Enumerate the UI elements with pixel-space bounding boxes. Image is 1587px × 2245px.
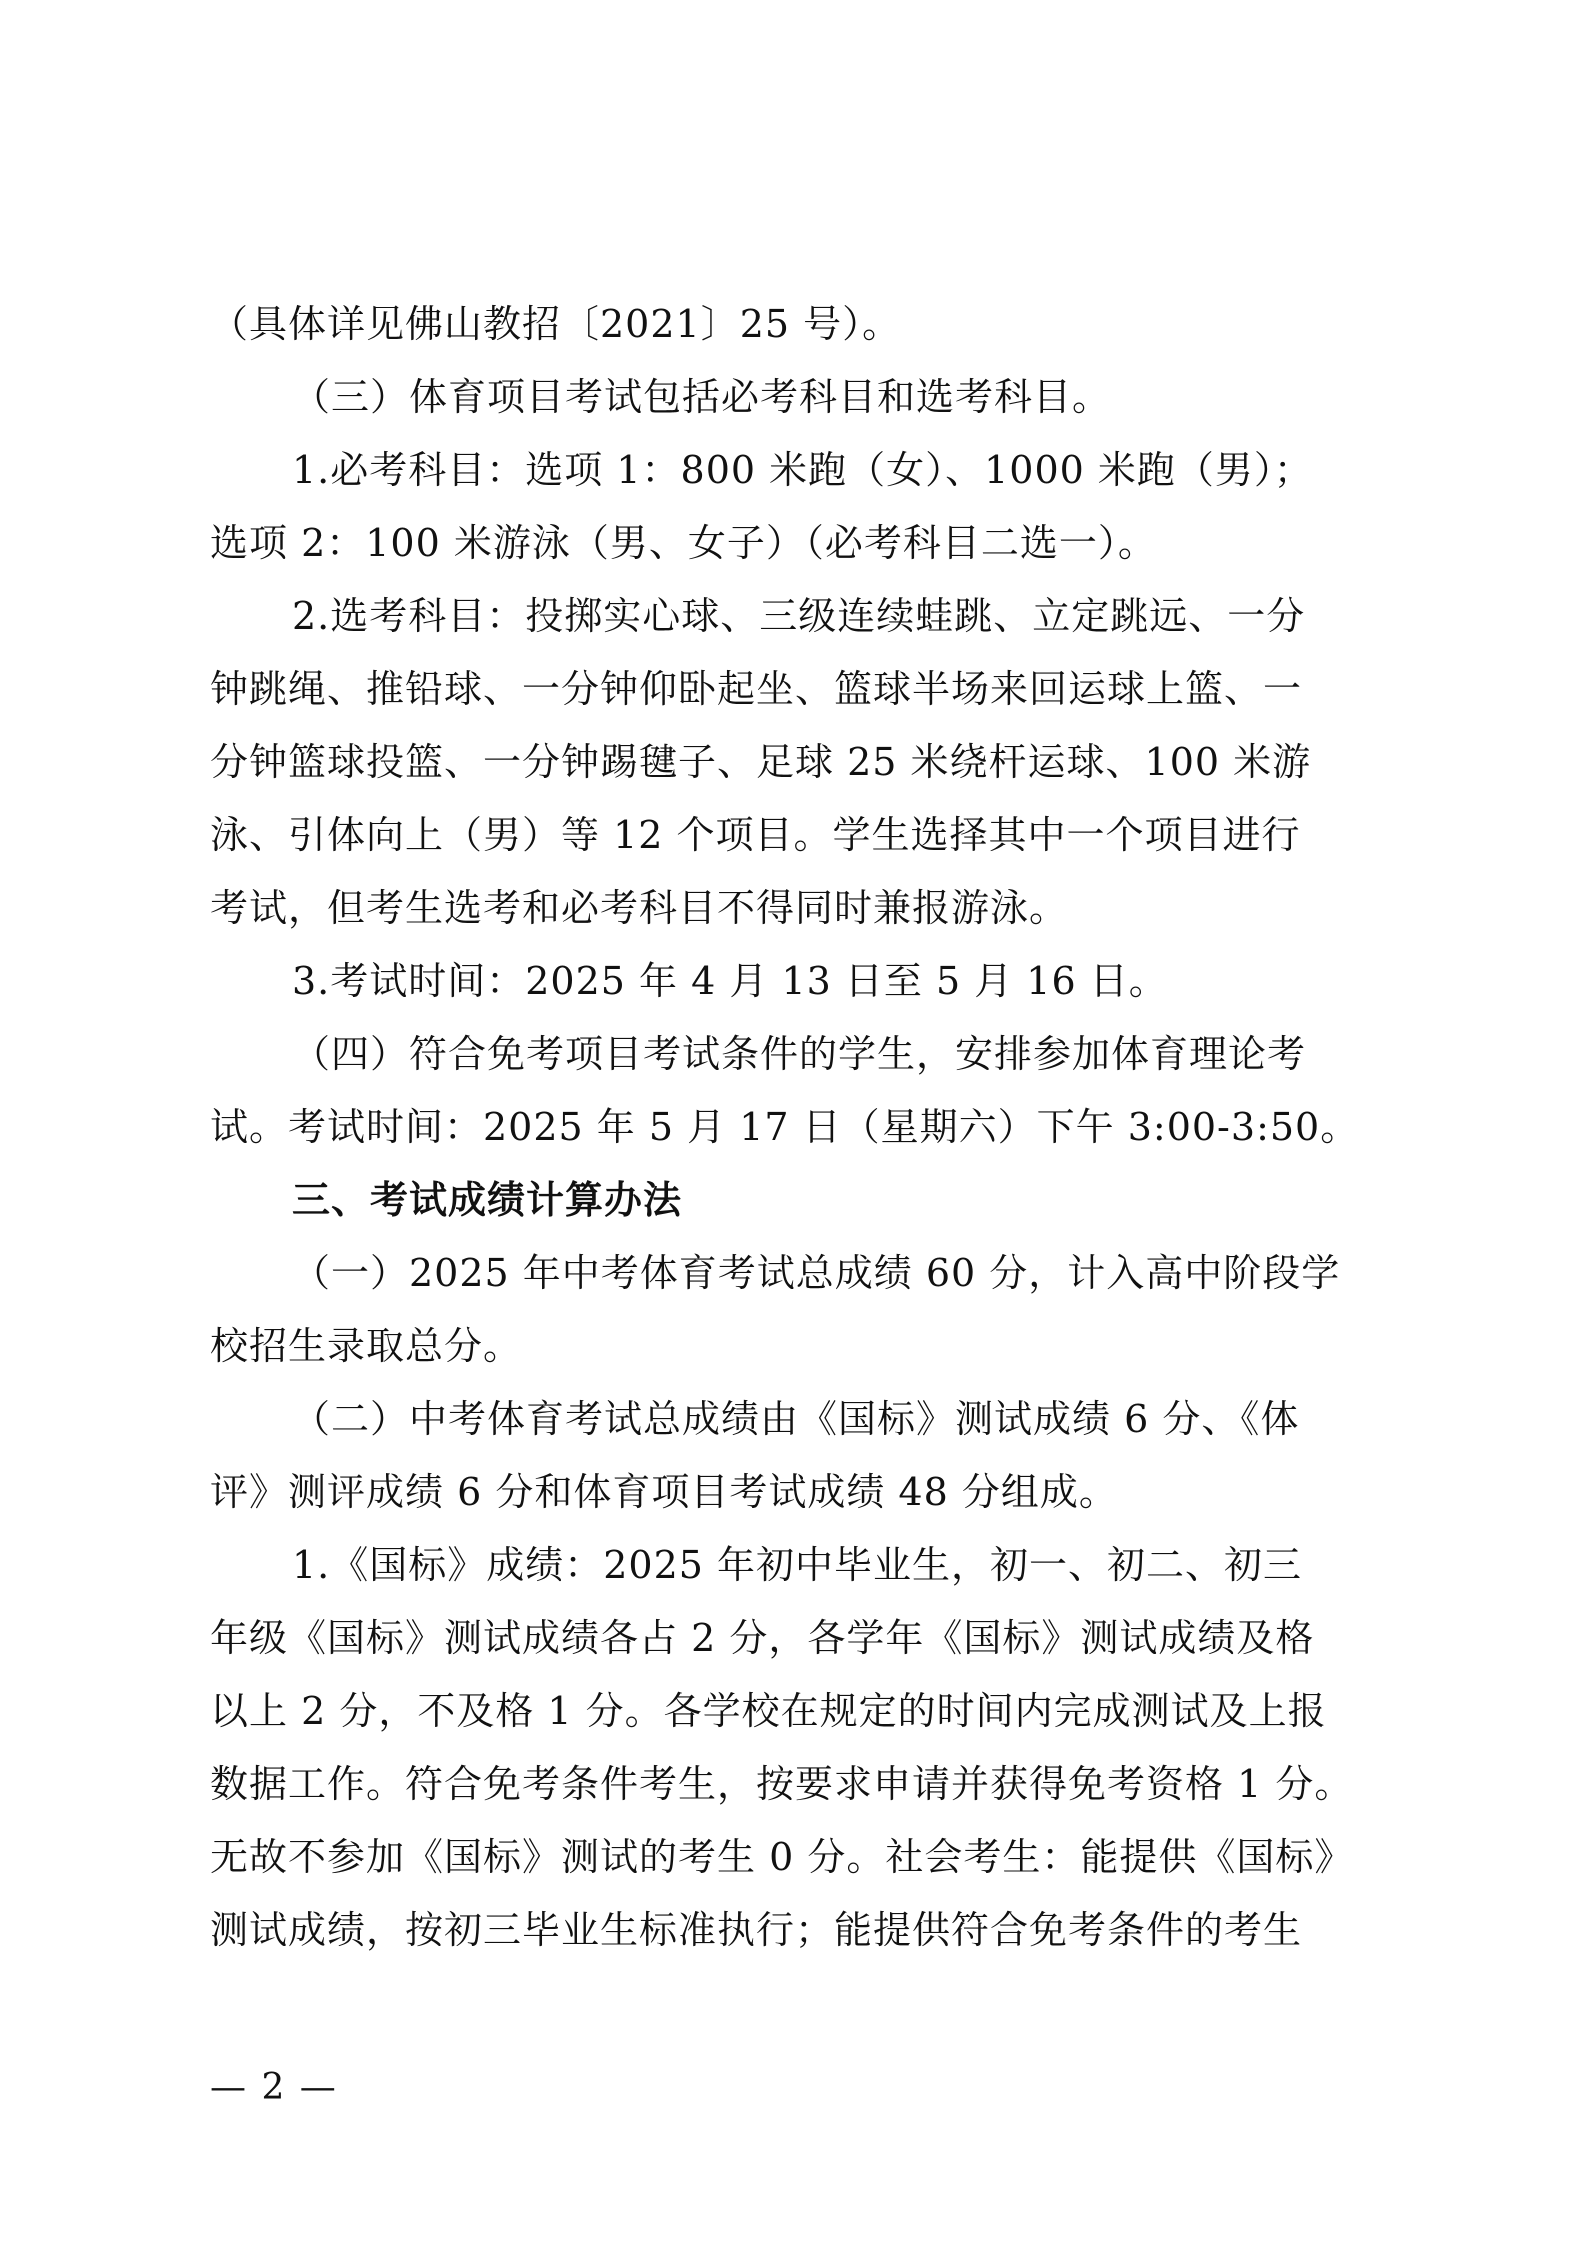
text-line: 钟跳绳、推铅球、一分钟仰卧起坐、篮球半场来回运球上篮、一 <box>210 667 1303 711</box>
text-line: 2.选考科目：投掷实心球、三级连续蛙跳、立定跳远、一分 <box>292 594 1306 638</box>
text-line: 测试成绩，按初三毕业生标准执行；能提供符合免考条件的考生 <box>210 1908 1303 1952</box>
section-heading: （三）体育项目考试包括必考科目和选考科目。 <box>292 375 1112 419</box>
text-line: 校招生录取总分。 <box>210 1324 523 1368</box>
page-number: — 2 — <box>210 2067 338 2108</box>
text-line: 评》测评成绩 6 分和体育项目考试成绩 48 分组成。 <box>210 1470 1118 1514</box>
text-line: 无故不参加《国标》测试的考生 0 分。社会考生：能提供《国标》 <box>210 1835 1354 1879</box>
text-line: 泳、引体向上（男）等 12 个项目。学生选择其中一个项目进行 <box>210 813 1301 857</box>
text-line: 分钟篮球投篮、一分钟踢毽子、足球 25 米绕杆运球、100 米游 <box>210 740 1312 784</box>
chapter-heading: 三、考试成绩计算办法 <box>292 1178 683 1222</box>
text-line: 以上 2 分，不及格 1 分。各学校在规定的时间内完成测试及上报 <box>210 1689 1327 1733</box>
section-heading: （一）2025 年中考体育考试总成绩 60 分，计入高中阶段学 <box>292 1251 1341 1295</box>
text-line: 1.必考科目：选项 1：800 米跑（女）、1000 米跑（男）； <box>292 448 1313 492</box>
section-heading: （二）中考体育考试总成绩由《国标》测试成绩 6 分、《体 <box>292 1397 1300 1441</box>
text-line: 选项 2：100 米游泳（男、女子）（必考科目二选一）。 <box>210 521 1157 565</box>
text-line: 1.《国标》成绩：2025 年初中毕业生，初一、初二、初三 <box>292 1543 1303 1587</box>
text-line: 试。考试时间：2025 年 5 月 17 日（星期六）下午 3:00-3:50。 <box>210 1105 1360 1149</box>
text-line: 年级《国标》测试成绩各占 2 分，各学年《国标》测试成绩及格 <box>210 1616 1315 1660</box>
text-line: 数据工作。符合免考条件考生，按要求申请并获得免考资格 1 分。 <box>210 1762 1354 1806</box>
text-line: 3.考试时间：2025 年 4 月 13 日至 5 月 16 日。 <box>292 959 1168 1003</box>
text-line: 考试，但考生选考和必考科目不得同时兼报游泳。 <box>210 886 1069 930</box>
section-heading: （四）符合免考项目考试条件的学生，安排参加体育理论考 <box>292 1032 1307 1076</box>
text-line: （具体详见佛山教招〔2021〕25 号）。 <box>210 302 902 346</box>
